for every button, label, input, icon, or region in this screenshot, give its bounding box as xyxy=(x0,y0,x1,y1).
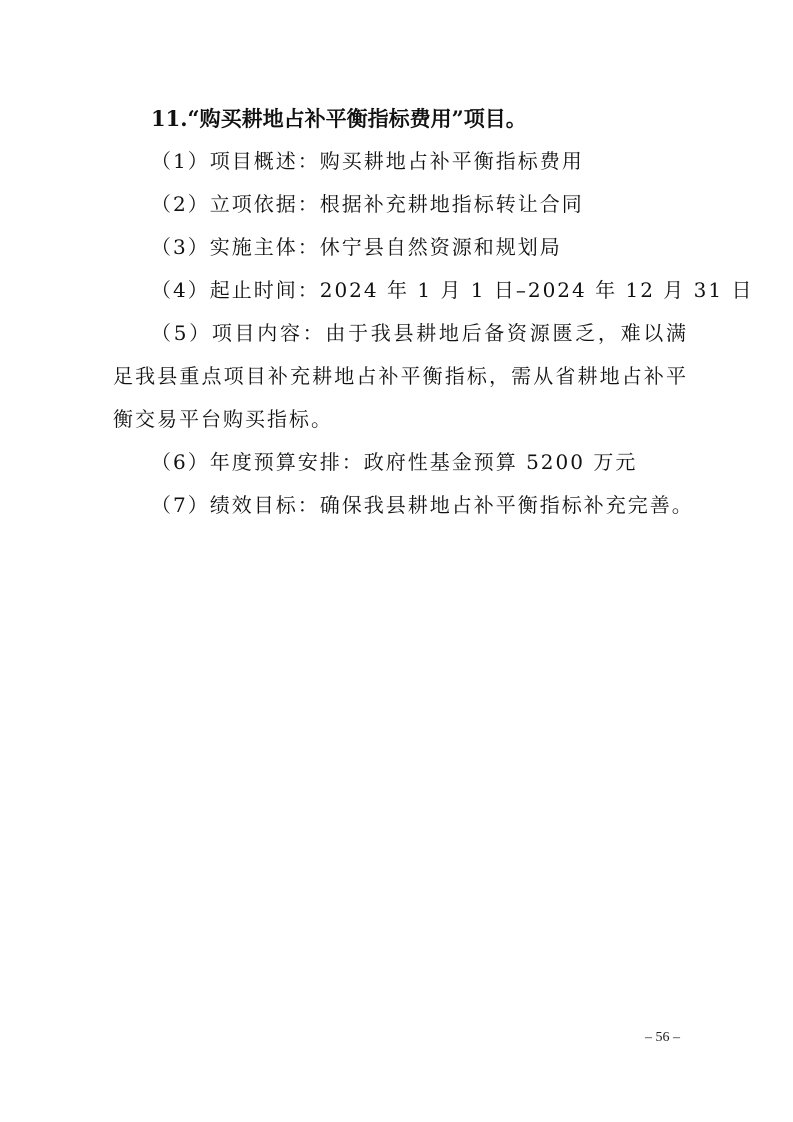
section-heading: 11.“购买耕地占补平衡指标费用”项目。 xyxy=(151,106,527,131)
item-content-paragraph: （5）项目内容：由于我县耕地后备资源匮乏，难以满足我县重点项目补充耕地占补平衡指标，需从省耕地占补平衡交易平台购买指标。 xyxy=(113,321,688,431)
item-implementer: （3）实施主体：休宁县自然资源和规划局 xyxy=(151,235,562,259)
page-number: – 56 – xyxy=(645,1030,680,1045)
item-period: （4）起止时间：2024 年 1 月 1 日–2024 年 12 月 31 日 xyxy=(151,278,754,302)
document-body xyxy=(113,97,754,527)
item-basis: （2）立项依据：根据补充耕地指标转让合同 xyxy=(151,192,584,216)
item-performance-goal: （7）绩效目标：确保我县耕地占补平衡指标补充完善。 xyxy=(151,493,694,517)
item-overview: （1）项目概述：购买耕地占补平衡指标费用 xyxy=(151,149,584,173)
item-budget: （6）年度预算安排：政府性基金预算 5200 万元 xyxy=(151,450,638,474)
